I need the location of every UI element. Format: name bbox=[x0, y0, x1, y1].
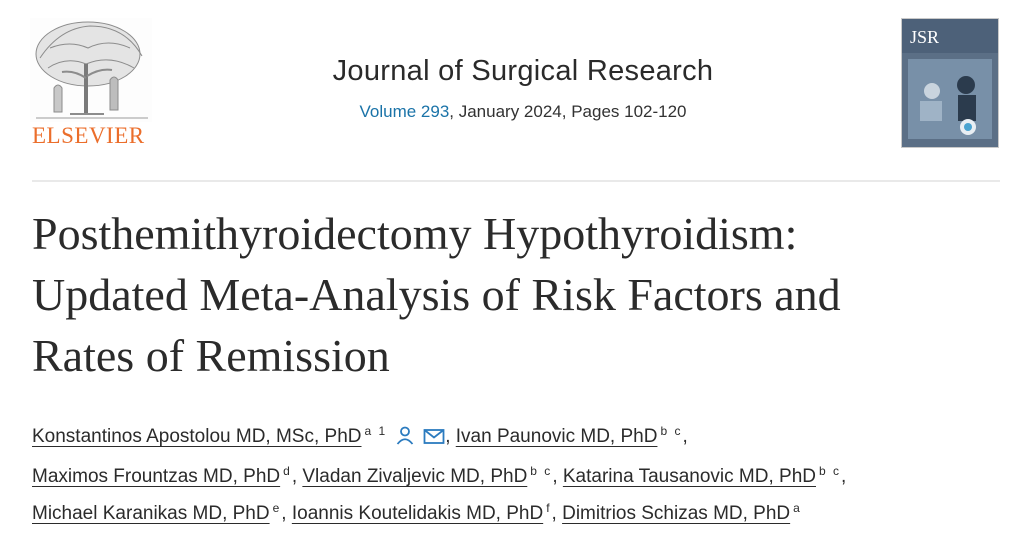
author-list bbox=[32, 418, 992, 532]
journal-info bbox=[250, 55, 796, 122]
author-line bbox=[32, 495, 992, 532]
author-link-karanikas[interactable]: Michael Karanikas MD, PhD bbox=[32, 503, 270, 524]
title-line: Updated Meta-Analysis of Risk Factors and bbox=[32, 269, 841, 320]
author-link-zivaljevic[interactable]: Vladan Zivaljevic MD, PhD bbox=[302, 466, 528, 487]
affiliation-marker[interactable]: d bbox=[283, 463, 292, 478]
affiliation-marker[interactable]: b c bbox=[530, 463, 553, 478]
journal-cover-image[interactable] bbox=[901, 18, 999, 148]
person-icon[interactable] bbox=[395, 421, 415, 458]
affiliation-marker[interactable]: b c bbox=[660, 423, 683, 438]
title-line: Posthemithyroidectomy Hypothyroidism: bbox=[32, 208, 798, 259]
author-link-apostolou[interactable]: Konstantinos Apostolou MD, MSc, PhD bbox=[32, 426, 362, 447]
issue-details: , January 2024, Pages 102-120 bbox=[449, 102, 687, 121]
affiliation-marker[interactable]: a bbox=[793, 500, 802, 515]
author-line bbox=[32, 458, 992, 495]
cover-label: JSR bbox=[910, 27, 940, 47]
article-header bbox=[0, 0, 1024, 180]
header-divider bbox=[32, 180, 1000, 182]
envelope-icon[interactable] bbox=[423, 421, 445, 458]
comma-separator: , bbox=[682, 426, 688, 447]
comma-separator: , bbox=[552, 466, 558, 487]
author-link-schizas[interactable]: Dimitrios Schizas MD, PhD bbox=[562, 503, 791, 524]
author-link-frountzas[interactable]: Maximos Frountzas MD, PhD bbox=[32, 466, 281, 487]
author-line bbox=[32, 418, 992, 458]
affiliation-marker[interactable]: e bbox=[272, 500, 282, 515]
comma-separator: , bbox=[281, 503, 287, 524]
volume-link[interactable]: Volume 293 bbox=[359, 102, 450, 121]
author-link-paunovic[interactable]: Ivan Paunovic MD, PhD bbox=[455, 426, 658, 447]
journal-title[interactable]: Journal of Surgical Research bbox=[332, 55, 714, 87]
author-link-tausanovic[interactable]: Katarina Tausanovic MD, PhD bbox=[562, 466, 816, 487]
comma-separator: , bbox=[445, 426, 451, 447]
comma-separator: , bbox=[551, 503, 557, 524]
title-line: Rates of Remission bbox=[32, 330, 390, 381]
publisher-name: ELSEVIER bbox=[32, 123, 145, 148]
journal-issue-line bbox=[250, 102, 796, 122]
author-link-koutelidakis[interactable]: Ioannis Koutelidakis MD, PhD bbox=[291, 503, 544, 524]
comma-separator: , bbox=[291, 466, 298, 487]
affiliation-marker[interactable]: f bbox=[546, 500, 552, 515]
affiliation-marker[interactable]: b c bbox=[818, 463, 841, 478]
comma-separator: , bbox=[841, 466, 847, 487]
affiliation-marker[interactable]: a 1 bbox=[364, 423, 388, 438]
article-title bbox=[32, 203, 992, 386]
